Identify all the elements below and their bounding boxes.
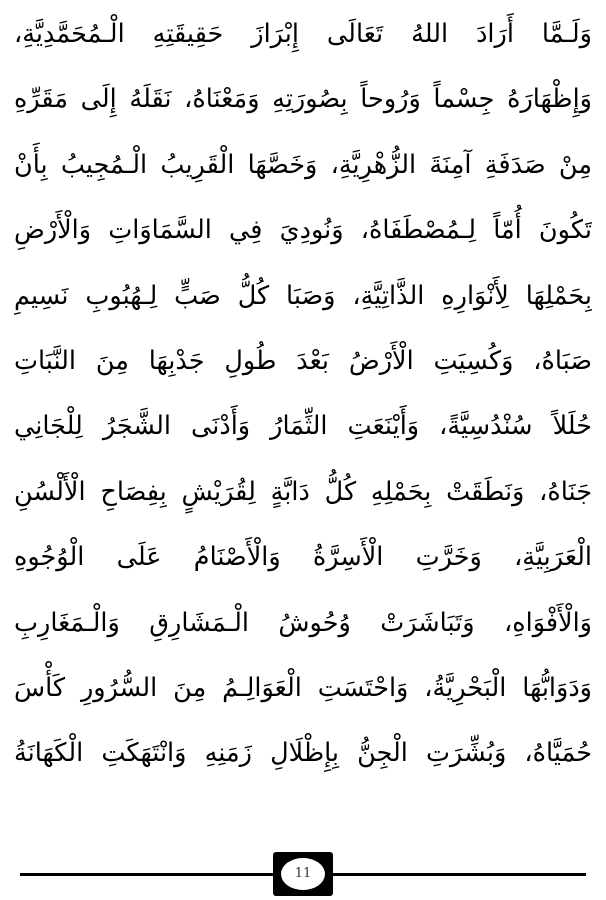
page-number: 11: [281, 858, 325, 890]
text-line-9: الْعَرَبِيَّةِ، وَخَرَّتِ الْأَسِرَّةُ وَالْأَصْنَامُ عَلَى الْوُجُوهِ: [14, 542, 592, 573]
arabic-text-body: [14, 2, 592, 787]
text-line-2: وَإِظْهَارَهُ جِسْماً وَرُوحاً بِصُورَتِهِ وَمَعْنَاهُ، نَقَلَهُ إِلَى مَقَرِّهِ: [14, 84, 592, 115]
text-line-8: جَنَاهُ، وَنَطَقَتْ بِحَمْلِهِ كُلُّ دَابَّةٍ لِقُرَيْشٍ بِفِصَاحِ الْأَلْسُنِ: [14, 476, 592, 507]
text-line-5: بِحَمْلِهَا لِأَنْوَارِهِ الذَّاتِيَّةِ، وَصَبَا كُلُّ صَبٍّ لِـهُبُوبِ نَسِيمِ: [14, 280, 592, 311]
text-line-10: وَالْأَفْوَاهِ، وَتَبَاشَرَتْ وُحُوشُ الْـمَشَارِقِ وَالْـمَغَارِبِ: [14, 607, 592, 638]
text-line-12: حُمَيَّاهُ، وَبُشِّرَتِ الْجِنُّ بِإِظْلَالِ زَمَنِهِ وَانْتَهَكَتِ الْكَهَانَةُ: [14, 738, 592, 769]
text-line-1: وَلَـمَّا أَرَادَ اللهُ تَعَالَى إِبْرَازَ حَقِيقَتِهِ الْـمُحَمَّدِيَّةِ،: [14, 19, 592, 49]
text-line-6: صَبَاهُ، وَكُسِيَتِ الْأَرْضُ بَعْدَ طُولِ جَدْبِهَا مِنَ النَّبَاتِ: [14, 345, 592, 376]
page-footer: [0, 840, 606, 900]
text-line-7: حُلَلاً سُنْدُسِيَّةً، وَأَيْنَعَتِ الثِّمَارُ وَأَدْنَى الشَّجَرُ لِلْجَانِي: [14, 411, 592, 442]
text-line-3: مِنْ صَدَفَةِ آمِنَةَ الزُّهْرِيَّةِ، وَخَصَّهَا الْقَرِيبُ الْـمُجِيبُ بِأَنْ: [14, 149, 592, 180]
text-line-11: وَدَوَابُّهَا الْبَحْرِيَّةُ، وَاحْتَسَتِ الْعَوَالِـمُ مِنَ السُّرُورِ كَأْسَ: [14, 672, 592, 703]
page-number-frame: [273, 852, 333, 896]
text-line-4: تَكُونَ أُمّاً لِـمُصْطَفَاهُ، وَنُودِيَ فِي السَّمَاوَاتِ وَالْأَرْضِ: [14, 215, 592, 246]
